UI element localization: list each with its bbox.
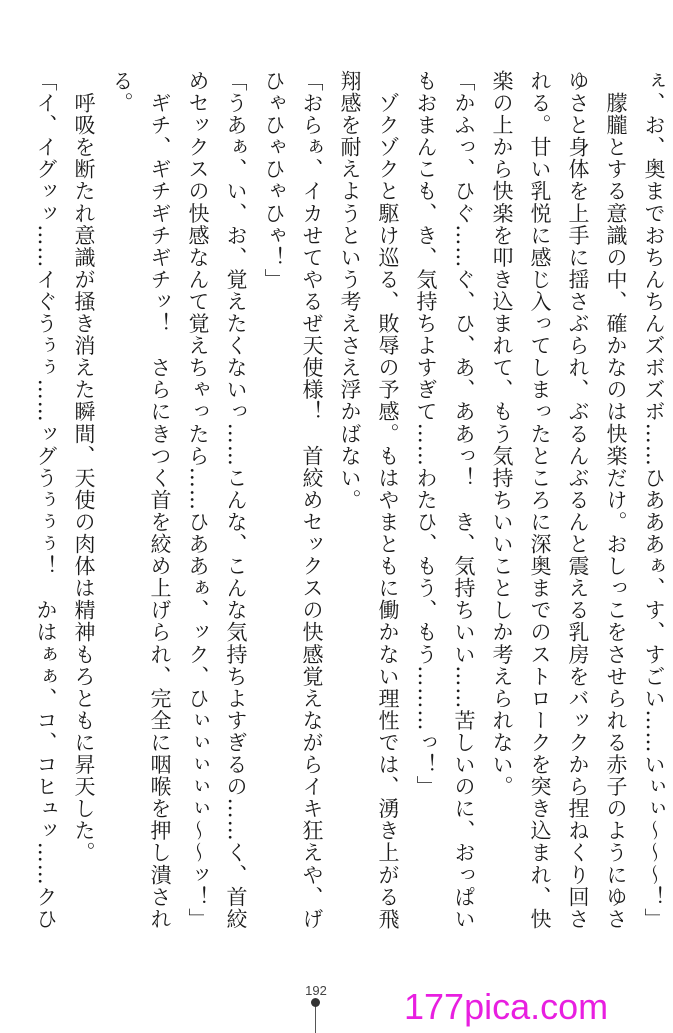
paragraph: 「かふっ、ひぐ……ぐ、ひ、あ、ああっ！ き、気持ちいい……苦しいのに、おっぱいもおまんこも、き、気持ちよすぎて……わたひ、もう、もう………っ！」 — [414, 70, 476, 930]
footer-dot-icon — [311, 998, 320, 1007]
paragraph: ぇ、お、奥までおちんちんズボズボ……ひあああぁ、す、すごい……いぃぃ〜〜〜！」 — [642, 70, 666, 930]
page-number: 192 — [305, 983, 327, 998]
page-body — [27, 70, 666, 950]
novel-text — [27, 70, 673, 950]
paragraph: ゾクゾクと駆け巡る、敗辱の予感。もはやまともに働かない理性では、湧き上がる飛翔感を耐えようという考えさえ浮かばない。 — [338, 70, 400, 930]
paragraph: 「うあぁ、い、お、覚えたくないっ……こんな、こんな気持ちよすぎるの……く、首絞めセックスの快感なんて覚えちゃったら……ひああぁ、ック、ひぃぃぃぃぃ〜〜ッ！」 — [186, 70, 248, 930]
paragraph: 「イ、イグッッ……イぐうぅぅ……ッグうぅぅぅ！ かはぁぁ、コ、コヒュッ……クひ — [34, 70, 58, 930]
paragraph: 「おらぁ、イカせてやるぜ天使様！ 首絞めセックスの快感覚えながらイキ狂えや、げひゃひゃひゃひゃ！」 — [262, 70, 324, 930]
paragraph: 朦朧とする意識の中、確かなのは快楽だけ。おしっこをさせられる赤子のようにゆさゆさと身体を上手に揺さぶられ、ぶるんぶるんと震える乳房をバックから捏ねくり回される。甘い乳悦に感じ入ってしまったところに深奥までのストロークを突き込まれ、快楽の上から快楽を叩き込まれて、もう気持ちいいことしか考えられない。 — [490, 70, 628, 930]
paragraph: 呼吸を断たれ意識が掻き消えた瞬間、天使の肉体は精神もろともに昇天した。 — [72, 70, 96, 864]
watermark: 177pica.com — [404, 986, 609, 1027]
paragraph: ギチ、ギチギチギチッ！ さらにきつく首を絞め上げられ、完全に咽喉を押し潰される。 — [110, 70, 172, 930]
